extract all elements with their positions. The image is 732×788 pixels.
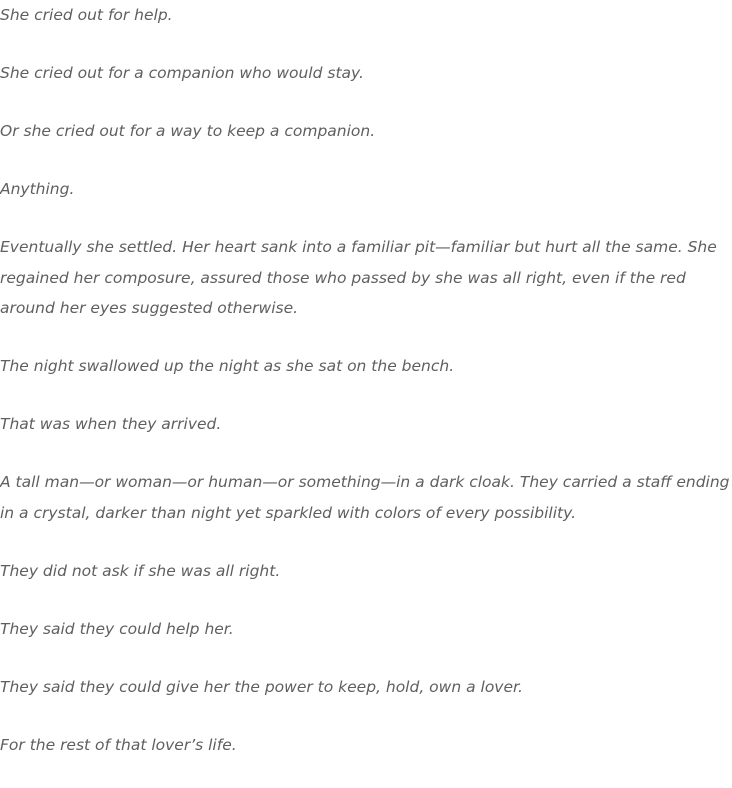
- paragraph-they-arrived: That was when they arrived.: [0, 415, 222, 433]
- paragraph-she-settled: Eventually she settled. Her heart sank into a familiar pit—familiar but hurt all the same. She regained her composure, assured those who passed by she was all right, even if the red around her eyes suggested otherwise.: [0, 238, 717, 317]
- paragraph-way-to-keep-companion: Or she cried out for a way to keep a companion.: [0, 122, 376, 140]
- paragraph-did-not-ask: They did not ask if she was all right.: [0, 561, 281, 580]
- paragraph-companion-who-would-stay: She cried out for a companion who would stay.: [0, 64, 364, 82]
- paragraph-cried-for-help: She cried out for help.: [0, 6, 173, 24]
- paragraph-night-on-bench: The night swallowed up the night as she sat on the bench.: [0, 357, 455, 375]
- paragraph-could-help: They said they could help her.: [0, 619, 234, 638]
- paragraph-anything: Anything.: [0, 180, 75, 198]
- paragraph-power-to-keep-lover: They said they could give her the power to keep, hold, own a lover.: [0, 677, 523, 696]
- paragraph-rest-of-life: For the rest of that lover’s life.: [0, 735, 237, 754]
- paragraph-cloaked-figure: A tall man—or woman—or human—or something—in a dark cloak. They carried a staff ending in a crystal, darker than night yet sparkled with colors of every possibility.: [0, 473, 730, 522]
